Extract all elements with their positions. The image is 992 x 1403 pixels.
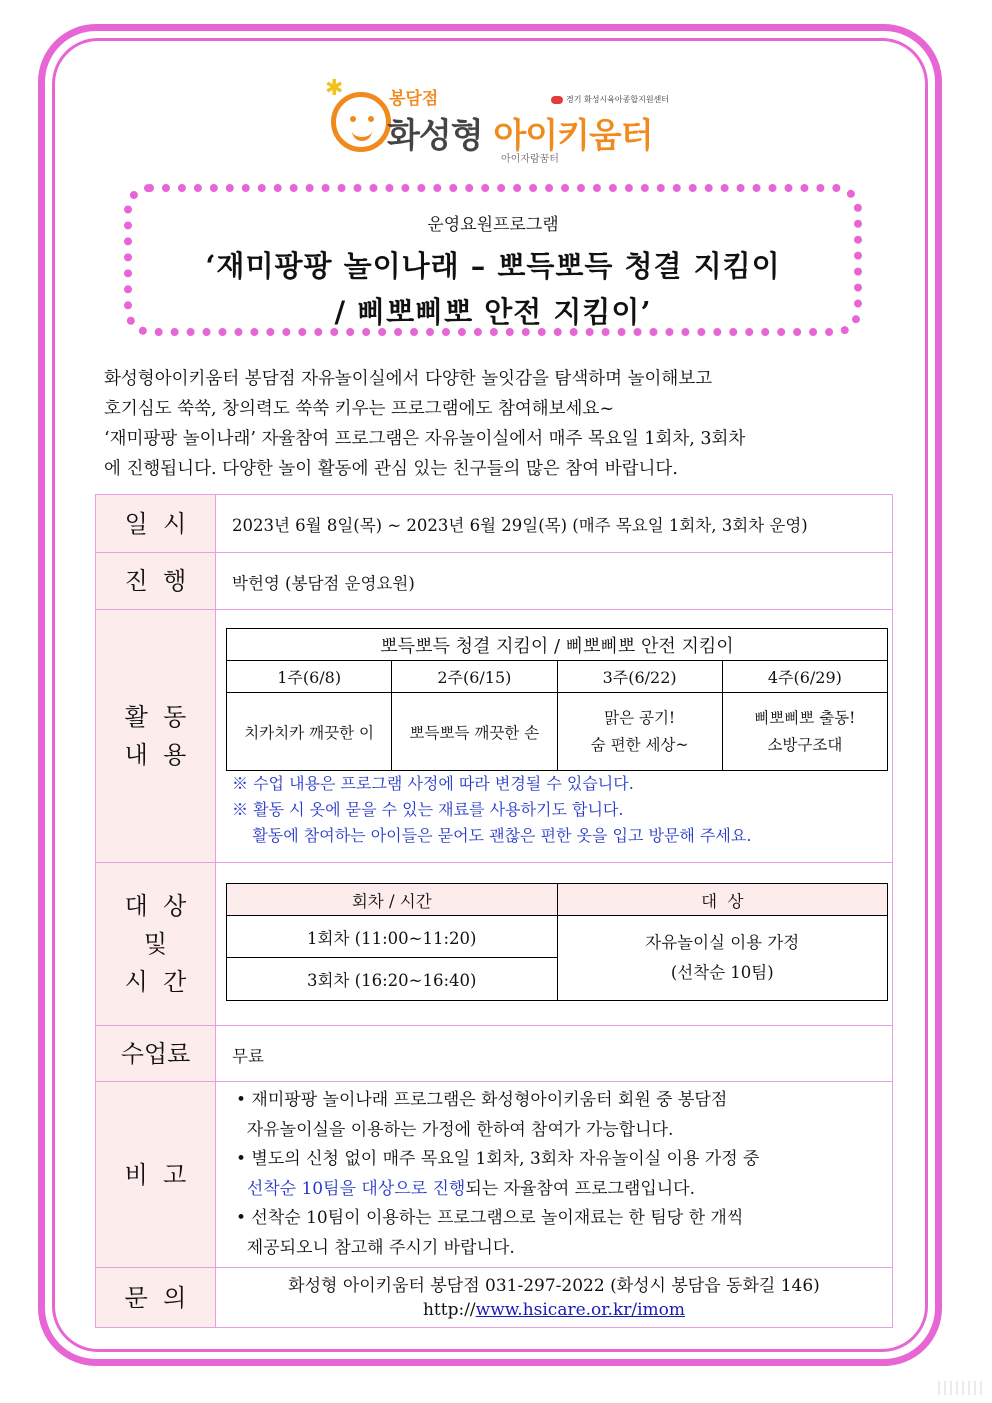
logo	[325, 78, 675, 168]
target-col-audience: 대 상	[557, 884, 888, 916]
row-contact	[96, 1268, 892, 1327]
week-activity: 뽀득뽀득 깨끗한 손	[392, 693, 557, 771]
week-header: 2주(6/15)	[392, 661, 557, 693]
row-remarks	[96, 1082, 892, 1268]
center-logo: 경기 화성시육아종합지원센터	[551, 94, 669, 105]
week-header: 1주(6/8)	[227, 661, 392, 693]
row-schedule	[96, 495, 892, 553]
week-activity: 치카치카 깨끗한 이	[227, 693, 392, 771]
website-link[interactable]: www.hsicare.or.kr/imom	[475, 1300, 686, 1320]
smiley-face-icon	[331, 92, 391, 152]
session-3: 3회차 (16:20~16:40)	[227, 958, 558, 1001]
value-schedule: 2023년 6월 8일(목) ~ 2023년 6월 29일(목) (매주 목요일 1회차, 3회차 운영)	[232, 516, 808, 535]
intro-text: 화성형아이키움터 봉담점 자유놀이실에서 다양한 놀잇감을 탐색하며 놀이해보고 호기심도 쑥쑥, 창의력도 쑥쑥 키우는 프로그램에도 참여해보세요~ ‘재미팡팡 놀이나래’ 자율참여 프로그램은 자유놀이실에서 매주 목요일 1회차, 3회차 에 진행됩니다. 다양한 놀이 활동에 관심 있는 친구들의 많은 참여 바랍니다.	[104, 369, 746, 479]
value-fee: 무료	[232, 1047, 264, 1066]
label-target: 대 상 및 시 간	[96, 863, 216, 1025]
week-activity: 삐뽀삐뽀 출동! 소방구조대	[722, 693, 887, 771]
week-header: 3주(6/22)	[557, 661, 722, 693]
contact-info: 화성형 아이키움터 봉담점 031-297-2022 (화성시 봉담읍 동화길 146) http://www.hsicare.or.kr/imom	[288, 1276, 820, 1320]
row-host	[96, 553, 892, 610]
corner-mark	[938, 1381, 984, 1395]
page-title: ‘재미팡팡 놀이나래 – 뽀득뽀득 청결 지킴이 / 삐뽀삐뽀 안전 지킴이’	[205, 249, 781, 329]
logo-tagline: 아이자람꿈터	[501, 154, 559, 165]
session-1: 1회차 (11:00~11:20)	[227, 916, 558, 958]
title-box	[124, 184, 862, 336]
row-activity	[96, 610, 892, 863]
remarks-list: • 재미팡팡 놀이나래 프로그램은 화성형아이키움터 회원 중 봉담점 자유놀이실을 이용하는 가정에 한하여 참여가 가능합니다. • 별도의 신청 없이 매주 목요일 1회차, 3회차 자유놀이실 이용 가정 중 선착순 10팀을 대상으로 진행되는 자율참여 프로그램입니다. • 선착순 10팀이 이용하는 프로그램으로 놀이재료는 한 팀당 한 개씩 제공되오니 참고해 주시기 바랍니다.	[236, 1090, 760, 1258]
row-target	[96, 863, 892, 1026]
logo-name: 화성형 아이키움터	[387, 116, 653, 156]
target-audience: 자유놀이실 이용 가정 (선착순 10팀)	[557, 916, 888, 1001]
target-table	[226, 883, 888, 1001]
label-schedule: 일 시	[96, 495, 216, 552]
label-activity: 활 동 내 용	[96, 610, 216, 862]
label-remarks: 비 고	[96, 1082, 216, 1267]
row-fee	[96, 1026, 892, 1082]
label-contact: 문 의	[96, 1268, 216, 1327]
center-logo-icon	[551, 96, 563, 104]
info-table	[95, 494, 893, 1328]
activity-table-title: 뽀득뽀득 청결 지킴이 / 삐뽀삐뽀 안전 지킴이	[227, 629, 888, 661]
target-col-session: 회차 / 시간	[227, 884, 558, 916]
highlight-text: 선착순 10팀을 대상으로 진행	[246, 1178, 466, 1199]
week-header: 4주(6/29)	[722, 661, 887, 693]
logo-branch: 봉담점	[389, 89, 439, 109]
star-icon: ✱	[325, 76, 344, 101]
activity-table	[226, 628, 888, 771]
activity-notes: ※ 수업 내용은 프로그램 사정에 따라 변경될 수 있습니다. ※ 활동 시 옷에 묻을 수 있는 재료를 사용하기도 합니다. 활동에 참여하는 아이들은 묻어도 괜찮은 편한 옷을 입고 방문해 주세요.	[232, 774, 752, 845]
value-host: 박헌영 (봉담점 운영요원)	[232, 574, 415, 593]
label-host: 진 행	[96, 553, 216, 609]
week-activity: 맑은 공기! 숨 편한 세상~	[557, 693, 722, 771]
label-fee: 수업료	[96, 1026, 216, 1081]
title-small: 운영요원프로그램	[427, 215, 559, 235]
